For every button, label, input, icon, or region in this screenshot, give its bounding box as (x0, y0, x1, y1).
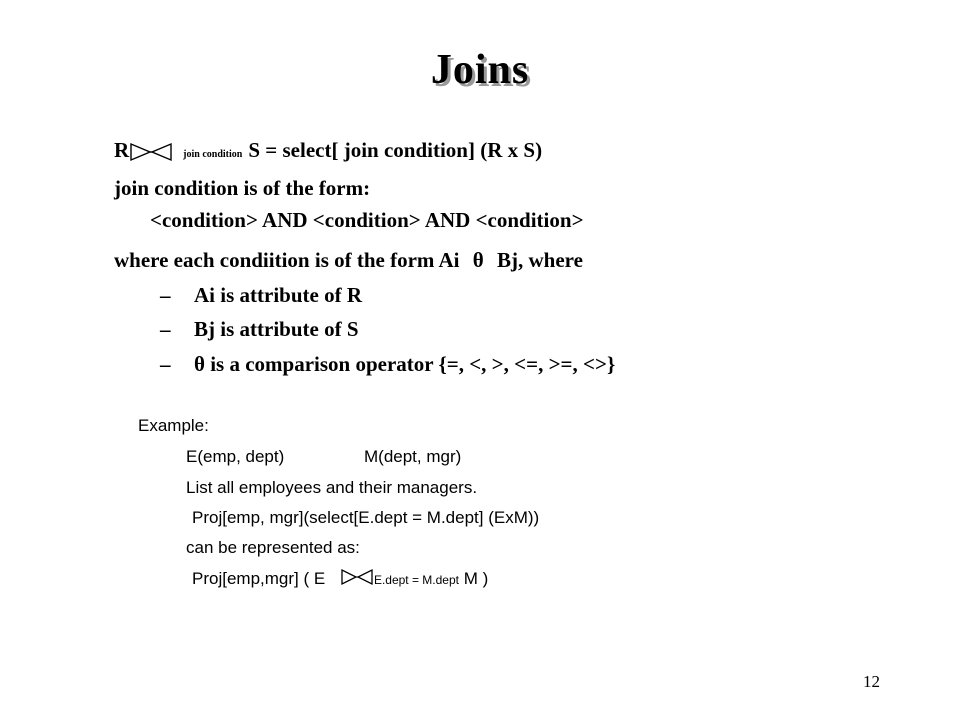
bullet-text: θ is a comparison operator {=, <, >, <=, >=, <>} (194, 352, 616, 376)
bullet-item (160, 317, 359, 342)
each-condition-line (114, 248, 583, 273)
relation-m: M(dept, mgr) (364, 447, 462, 466)
bullet-dash: – (160, 283, 171, 307)
definition-subscript: join condition (183, 149, 243, 160)
bullet-dash: – (160, 317, 171, 341)
page-number: 12 (863, 672, 880, 691)
definition-lhs: R (114, 138, 130, 162)
example-heading: Example: (138, 416, 209, 435)
bullet-text: Ai is attribute of R (194, 283, 362, 307)
bullet-text: Bj is attribute of S (194, 317, 359, 341)
example-task: List all employees and their managers. (186, 478, 478, 497)
each-condition-before: where each condiition is of the form Ai (114, 248, 460, 272)
slide-title: Joins (430, 47, 530, 93)
definition-rhs: S = select[ join condition] (R x S) (248, 138, 543, 162)
example-query: Proj[emp, mgr](select[E.dept = M.dept] (ExM)) (192, 508, 540, 527)
bullet-dash: – (160, 352, 171, 376)
form-intro: join condition is of the form: (114, 176, 371, 200)
bowtie-join-icon (129, 142, 173, 162)
theta-symbol: θ (472, 248, 484, 272)
relation-e: E(emp, dept) (186, 447, 285, 466)
form-expression: <condition> AND <condition> AND <condition> (150, 208, 584, 232)
join-prefix: Proj[emp,mgr] ( E (192, 569, 326, 588)
bullet-item (160, 352, 615, 377)
example-join-expression (192, 568, 488, 589)
bowtie-join-icon (340, 568, 374, 586)
example-represented: can be represented as: (186, 538, 360, 557)
join-definition (114, 138, 542, 163)
bullet-item (160, 283, 362, 308)
join-subscript: E.dept = M.dept (373, 573, 459, 587)
join-suffix: M ) (463, 569, 489, 588)
each-condition-after: Bj, where (496, 248, 583, 272)
